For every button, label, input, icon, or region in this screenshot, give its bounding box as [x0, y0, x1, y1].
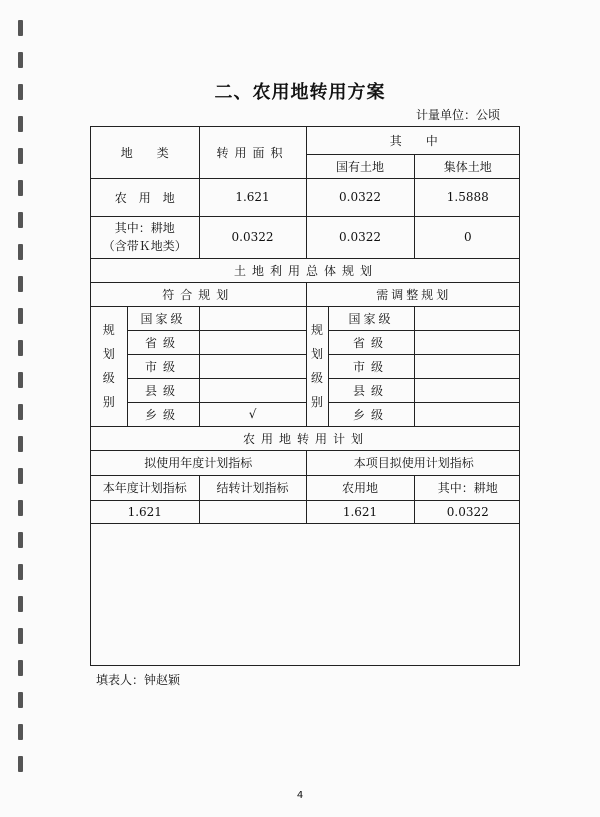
row-farmland-state: 0.0322 [306, 178, 414, 216]
binding-hole [18, 308, 23, 324]
adjust-level-name: 国家级 [328, 306, 414, 330]
annual-indicator-header: 拟使用年度计划指标 [91, 450, 306, 475]
row-arable-label [91, 216, 199, 258]
header-among: 其 中 [306, 127, 520, 154]
header-collective: 集体土地 [414, 154, 520, 178]
binding-hole [18, 596, 23, 612]
conform-level-mark [199, 354, 306, 378]
page-number: 4 [296, 790, 304, 801]
binding-hole [18, 724, 23, 740]
conversion-plan-title: 农用地转用计划 [91, 426, 520, 450]
carryover-header: 结转计划指标 [199, 475, 306, 500]
row-arable-state: 0.0322 [306, 216, 414, 258]
adjust-level-mark [414, 306, 520, 330]
conform-level-name: 市级 [127, 354, 199, 378]
binding-hole [18, 116, 23, 132]
binding-hole [18, 660, 23, 676]
conform-level-label: 规 划 级 别 [91, 306, 127, 426]
binding-hole [18, 372, 23, 388]
header-converted-area: 转用面积 [199, 127, 306, 178]
adjust-level-label: 规 划 级 别 [306, 306, 328, 426]
binding-hole [18, 20, 23, 36]
binding-hole [18, 756, 23, 772]
adjust-level-mark [414, 402, 520, 426]
binding-hole [18, 276, 23, 292]
row-arable-label-line2: （含带Ｋ地类） [102, 239, 187, 253]
farmland-header: 农用地 [306, 475, 414, 500]
conform-level-name: 县级 [127, 378, 199, 402]
binding-hole [18, 500, 23, 516]
conversion-table [90, 126, 520, 666]
farmland-value: 1.621 [306, 500, 414, 523]
binding-hole [18, 180, 23, 196]
binding-hole [18, 52, 23, 68]
header-land-type: 地 类 [91, 127, 199, 178]
binding-hole [18, 532, 23, 548]
binding-hole [18, 244, 23, 260]
plan-section-title: 土地利用总体规划 [91, 258, 520, 282]
adjust-level-name: 市级 [328, 354, 414, 378]
binding-hole [18, 628, 23, 644]
arable-value: 0.0322 [414, 500, 520, 523]
binding-hole [18, 692, 23, 708]
binding-hole [18, 436, 23, 452]
this-year-value: 1.621 [91, 500, 199, 523]
project-indicator-header: 本项目拟使用计划指标 [306, 450, 520, 475]
binding-hole [18, 340, 23, 356]
header-state-owned: 国有土地 [306, 154, 414, 178]
adjust-level-name: 省级 [328, 330, 414, 354]
binding-hole [18, 212, 23, 228]
row-arable-area: 0.0322 [199, 216, 306, 258]
conform-header: 符合规划 [91, 282, 306, 306]
conform-level-mark: √ [199, 402, 306, 426]
row-farmland-collective: 1.5888 [414, 178, 520, 216]
binding-holes [18, 20, 24, 780]
conform-level-name: 国家级 [127, 306, 199, 330]
row-farmland-area: 1.621 [199, 178, 306, 216]
carryover-value [199, 500, 306, 523]
adjust-level-mark [414, 354, 520, 378]
page-title: 二、农用地转用方案 [214, 82, 386, 103]
adjust-level-name: 乡级 [328, 402, 414, 426]
adjust-header: 需调整规划 [306, 282, 520, 306]
binding-hole [18, 404, 23, 420]
preparer: 填表人：钟赵颖 [96, 673, 181, 687]
conform-level-mark [199, 378, 306, 402]
conform-level-mark [199, 306, 306, 330]
row-farmland-label: 农 用 地 [91, 178, 199, 216]
conform-level-name: 省级 [127, 330, 199, 354]
adjust-level-mark [414, 330, 520, 354]
conform-level-name: 乡级 [127, 402, 199, 426]
binding-hole [18, 468, 23, 484]
row-arable-label-line1: 其中：耕地 [114, 221, 175, 235]
adjust-level-mark [414, 378, 520, 402]
binding-hole [18, 148, 23, 164]
conform-level-mark [199, 330, 306, 354]
arable-header: 其中：耕地 [414, 475, 520, 500]
adjust-level-name: 县级 [328, 378, 414, 402]
this-year-header: 本年度计划指标 [91, 475, 199, 500]
row-arable-collective: 0 [414, 216, 520, 258]
binding-hole [18, 564, 23, 580]
unit-label: 计量单位：公顷 [415, 108, 500, 122]
